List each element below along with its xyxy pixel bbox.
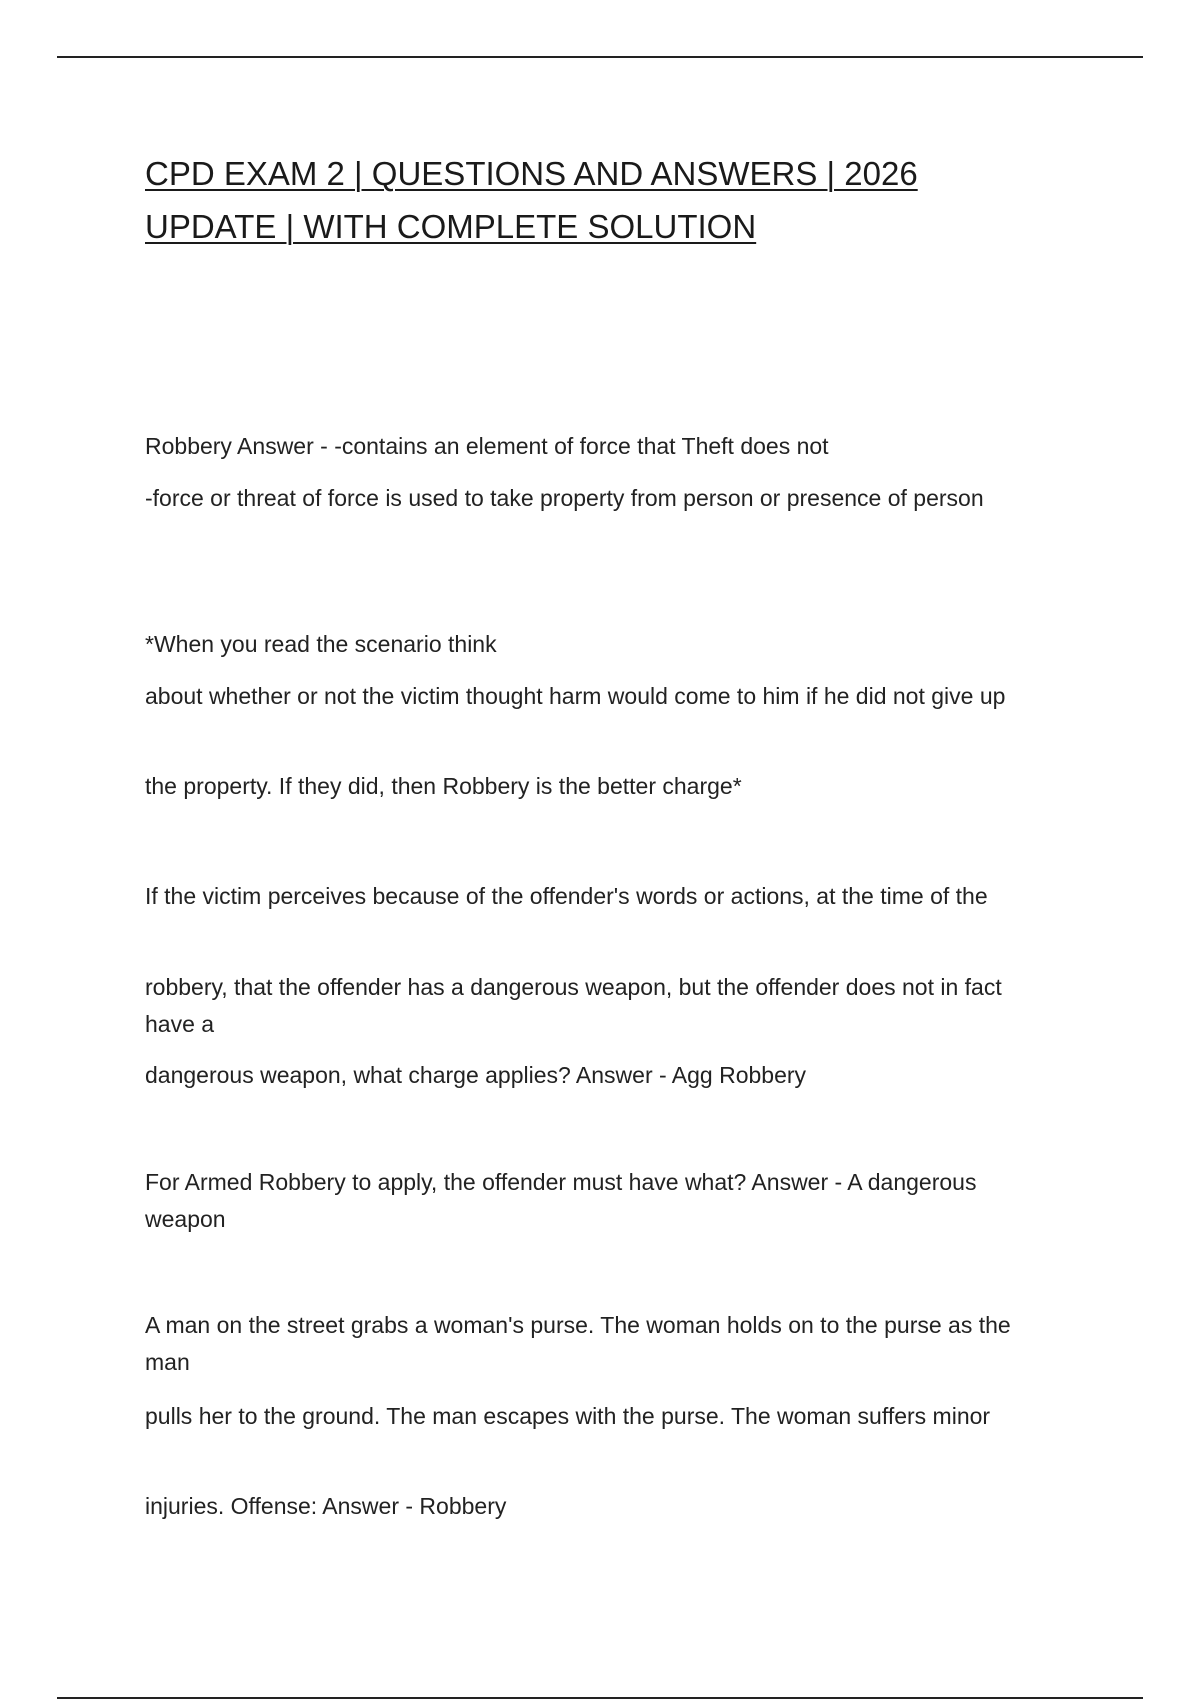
paragraph-purse-scenario: A man on the street grabs a woman's purse. The woman holds on to the purse as the man (145, 1312, 1011, 1375)
paragraph-scenario-note: *When you read the scenario think (145, 631, 497, 657)
paragraph-armed-robbery: For Armed Robbery to apply, the offender must have what? Answer - A dangerous weapon (145, 1169, 977, 1232)
paragraph-pulls-to-ground: pulls her to the ground. The man escapes with the purse. The woman suffers minor (145, 1403, 991, 1429)
document-title (145, 147, 1045, 253)
paragraph-offense-answer: injuries. Offense: Answer - Robbery (145, 1493, 507, 1519)
paragraph-victim-perceives: If the victim perceives because of the offender's words or actions, at the time of the (145, 883, 988, 909)
paragraph-agg-robbery-answer: dangerous weapon, what charge applies? Answer - Agg Robbery (145, 1062, 807, 1088)
paragraph-better-charge: the property. If they did, then Robbery is the better charge* (145, 773, 742, 799)
title-line-2: UPDATE | WITH COMPLETE SOLUTION (145, 208, 757, 245)
paragraph-offender-weapon: robbery, that the offender has a dangerous weapon, but the offender does not in fact have a (145, 974, 1002, 1037)
top-rule (57, 56, 1143, 58)
bottom-rule (57, 1697, 1143, 1699)
paragraph-harm-question: about whether or not the victim thought harm would come to him if he did not give up (145, 683, 1006, 709)
paragraph-robbery-definition: Robbery Answer - -contains an element of force that Theft does not (145, 433, 829, 459)
title-line-1: CPD EXAM 2 | QUESTIONS AND ANSWERS | 2026 (145, 155, 918, 192)
paragraph-force-threat: -force or threat of force is used to take property from person or presence of person (145, 485, 984, 511)
